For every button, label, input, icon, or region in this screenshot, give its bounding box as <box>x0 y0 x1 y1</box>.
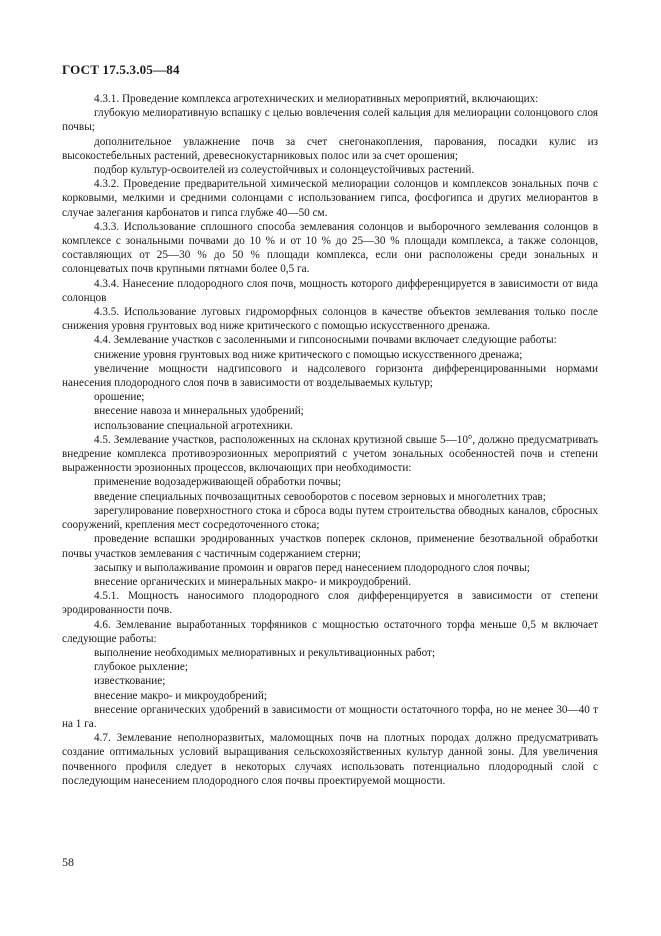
paragraph: внесение навоза и минеральных удобрений; <box>94 405 304 418</box>
paragraph: увеличение мощности надгипсового и надсолевого горизонта дифференцированными нормами нанесения плодородного слоя почв в зависимости от возделываемых культур; <box>62 362 598 390</box>
paragraph: введение специальных почвозащитных севооборотов с посевом зерновых и многолетних трав; <box>94 490 546 503</box>
paragraph: известкование; <box>94 675 166 688</box>
paragraph: проведение вспашки эродированных участков поперек склонов, применение безотвальной обработки почвы участков землевания с частичным содержанием стерни; <box>62 533 598 560</box>
paragraph: зарегулирование поверхностного стока и сброса воды путем строительства обводных каналов, сбросных сооружений, крепления мест сосредоточенного стока; <box>62 504 598 532</box>
paragraph: 4.7. Землевание неполноразвитых, маломощных почв на плотных породах должно предусматривать создание оптимальных условий выращивания сельскохозяйственных культур данной зоны. Для увеличения почвенного профиля следует в некоторых случаях использовать потенциально плодородный слой с последующим нанесением плодородного слоя почвы проектируемой мощности. <box>62 732 598 787</box>
paragraph: выполнение необходимых мелиоративных и рекультивационных работ; <box>94 646 436 659</box>
paragraph: орошение; <box>94 391 145 404</box>
paragraph: 4.5. Землевание участков, расположенных на склонах крутизной свыше 5—10°, должно предусматривать внедрение комплекса противоэрозионных мероприятий с учетом зональных особенностей почв и степени выраженности эрозионных процессов, включающих при необходимости: <box>62 433 598 475</box>
paragraph: 4.6. Землевание выработанных торфяников с мощностью остаточного торфа меньше 0,5 м включает следующие работы: <box>62 618 598 645</box>
paragraph: внесение органических и минеральных макро- и микроудобрений. <box>94 575 412 588</box>
paragraph: 4.4. Землевание участков с засоленными и гипсоносными почвами включает следующие работы: <box>94 334 557 347</box>
paragraph: 4.3.4. Нанесение плодородного слоя почв, мощность которого дифференцируется в зависимости от вида солонцов <box>62 277 598 304</box>
body-text <box>62 92 598 788</box>
paragraph: использование специальной агротехники. <box>94 419 293 432</box>
paragraph: дополнительное увлажнение почв за счет снегонакопления, парования, посадки кулис из высокостебельных растений, древеснокустарниковых полос или за счет орошения; <box>62 135 598 162</box>
paragraph: 4.5.1. Мощность наносимого плодородного слоя дифференцируется в зависимости от степени эродированности почв. <box>62 590 598 617</box>
paragraph: 4.3.3. Использование сплошного способа землевания солонцов и выборочного землевания солонцов в комплексе с зональными почвами до 10 % и от 10 % до 25—30 % площади комплекса, а также солонцов, составляющих от 25—30 % до 50 % площади комплекса, если они расположены среди зональных и солонцеватых почв крупными пятнами более 0,5 га. <box>62 220 598 276</box>
page-header: ГОСТ 17.5.3.05—84 <box>62 62 180 77</box>
paragraph: засыпку и выполаживание промоин и оврагов перед нанесением плодородного слоя почвы; <box>94 561 530 574</box>
paragraph: 4.3.1. Проведение комплекса агротехнических и мелиоративных мероприятий, включающих: <box>94 93 539 105</box>
paragraph: 4.3.5. Использование луговых гидроморфных солонцов в качестве объектов землевания только после снижения уровня грунтовых вод ниже критического с помощью искусственного дренажа. <box>62 306 598 333</box>
paragraph: подбор культур-освоителей из солеустойчивых и солонцеустойчивых растений. <box>94 164 475 177</box>
page-number: 58 <box>62 855 74 869</box>
paragraph: 4.3.2. Проведение предварительной химической мелиорации солонцов и комплексов зональных почв с корковыми, мелкими и средними солонцами с использованием гипса, фосфогипса и других мелиорантов в случае залегания карбонатов и гипса глубже 40—50 см. <box>62 178 598 219</box>
paragraph: внесение макро- и микроудобрений; <box>94 689 267 702</box>
paragraph: внесение органических удобрений в зависимости от мощности остаточного торфа, но не менее 30—40 т на 1 га. <box>62 703 598 730</box>
paragraph: снижение уровня грунтовых вод ниже критического с помощью искусственного дренажа; <box>94 348 523 361</box>
paragraph: применение водозадерживающей обработки почвы; <box>94 476 342 489</box>
paragraph: глубокое рыхление; <box>94 661 188 674</box>
paragraph: глубокую мелиоративную вспашку с целью вовлечения солей кальция для мелиорации солонцового слоя почвы; <box>62 107 598 134</box>
